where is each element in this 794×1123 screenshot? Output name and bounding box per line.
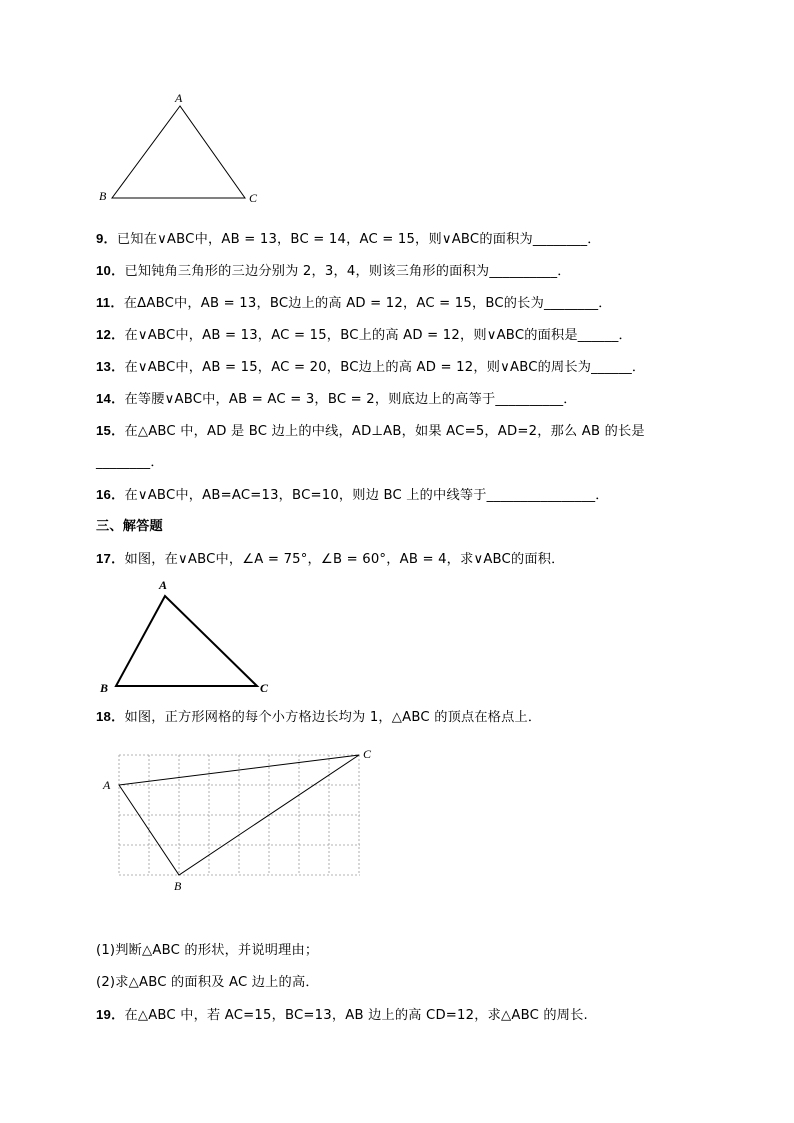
question-text: 如图，正方形网格的每个小方格边长均为 1，△ABC 的顶点在格点上． [124,710,542,725]
question-11 [96,294,612,313]
question-text: 在ΔABC中，AB = 13，BC边上的高 AD = 12，AC = 15，BC的长为________． [123,296,612,311]
question-18-part-1: (1)判断△ABC 的形状，并说明理由； [96,943,319,958]
question-text: ________． [96,455,164,470]
question-number: 17． [96,551,125,566]
grid-triangle-figure-18 [95,742,385,897]
triangle-figure-17 [95,575,285,700]
fig1-label-a: A [175,91,183,105]
question-number: 11． [96,295,124,310]
question-number: 14． [96,391,125,406]
question-number: 12． [96,327,125,342]
question-16 [96,486,609,505]
fig18-label-c: C [363,747,372,761]
section-title: 三、解答题 [96,519,163,534]
question-text: 在∨ABC中，AB = 15，AC = 20，BC边上的高 AD = 12，则∨ABC的周长为______． [124,360,646,375]
question-number: 15． [96,423,125,438]
question-9 [96,230,601,249]
triangle-figure-1 [95,88,275,213]
question-text: 在∨ABC中，AB=AC=13，BC=10，则边 BC 上的中线等于________________． [124,488,609,503]
question-text: 在等腰∨ABC中，AB = AC = 3，BC = 2，则底边上的高等于__________． [124,392,577,407]
question-number: 19． [96,1007,125,1022]
question-number: 13． [96,359,125,374]
fig17-label-b: B [100,681,109,695]
fig17-label-c: C [260,681,269,695]
fig17-label-a: A [159,578,168,592]
question-text: 已知在∨ABC中，AB = 13，BC = 14，AC = 15，则∨ABC的面积为________． [116,232,601,247]
question-13 [96,358,645,377]
fig18-label-a: A [103,778,111,792]
question-number: 18． [96,709,125,724]
fig1-label-b: B [99,189,107,203]
question-10 [96,262,571,281]
question-14 [96,390,577,409]
grid-lines [119,755,360,875]
question-text: 已知钝角三角形的三边分别为 2，3，4，则该三角形的面积为__________． [124,264,571,279]
question-number: 9． [96,231,117,246]
question-12 [96,326,632,345]
question-15 [96,422,645,441]
question-15-continued [96,454,164,472]
question-text: 在∨ABC中，AB = 13，AC = 15，BC上的高 AD = 12，则∨ABC的面积是______． [124,328,632,343]
question-18-part-2: (2)求△ABC 的面积及 AC 边上的高． [96,975,319,990]
question-number: 10． [96,263,125,278]
fig1-label-c: C [249,191,258,205]
question-number: 16． [96,487,125,502]
question-19 [96,1006,588,1025]
fig18-label-b: B [174,879,182,893]
question-17 [96,550,565,569]
question-text: 在△ABC 中，AD 是 BC 边上的中线，AD⊥AB，如果 AC=5，AD=2，那么 AB 的长是 [124,424,645,439]
question-text: 在△ABC 中，若 AC=15，BC=13，AB 边上的高 CD=12，求△ABC 的周长. [124,1008,588,1023]
question-18 [96,708,541,727]
question-text: 如图，在∨ABC中，∠A = 75°，∠B = 60°，AB = 4，求∨ABC的面积． [124,552,565,567]
